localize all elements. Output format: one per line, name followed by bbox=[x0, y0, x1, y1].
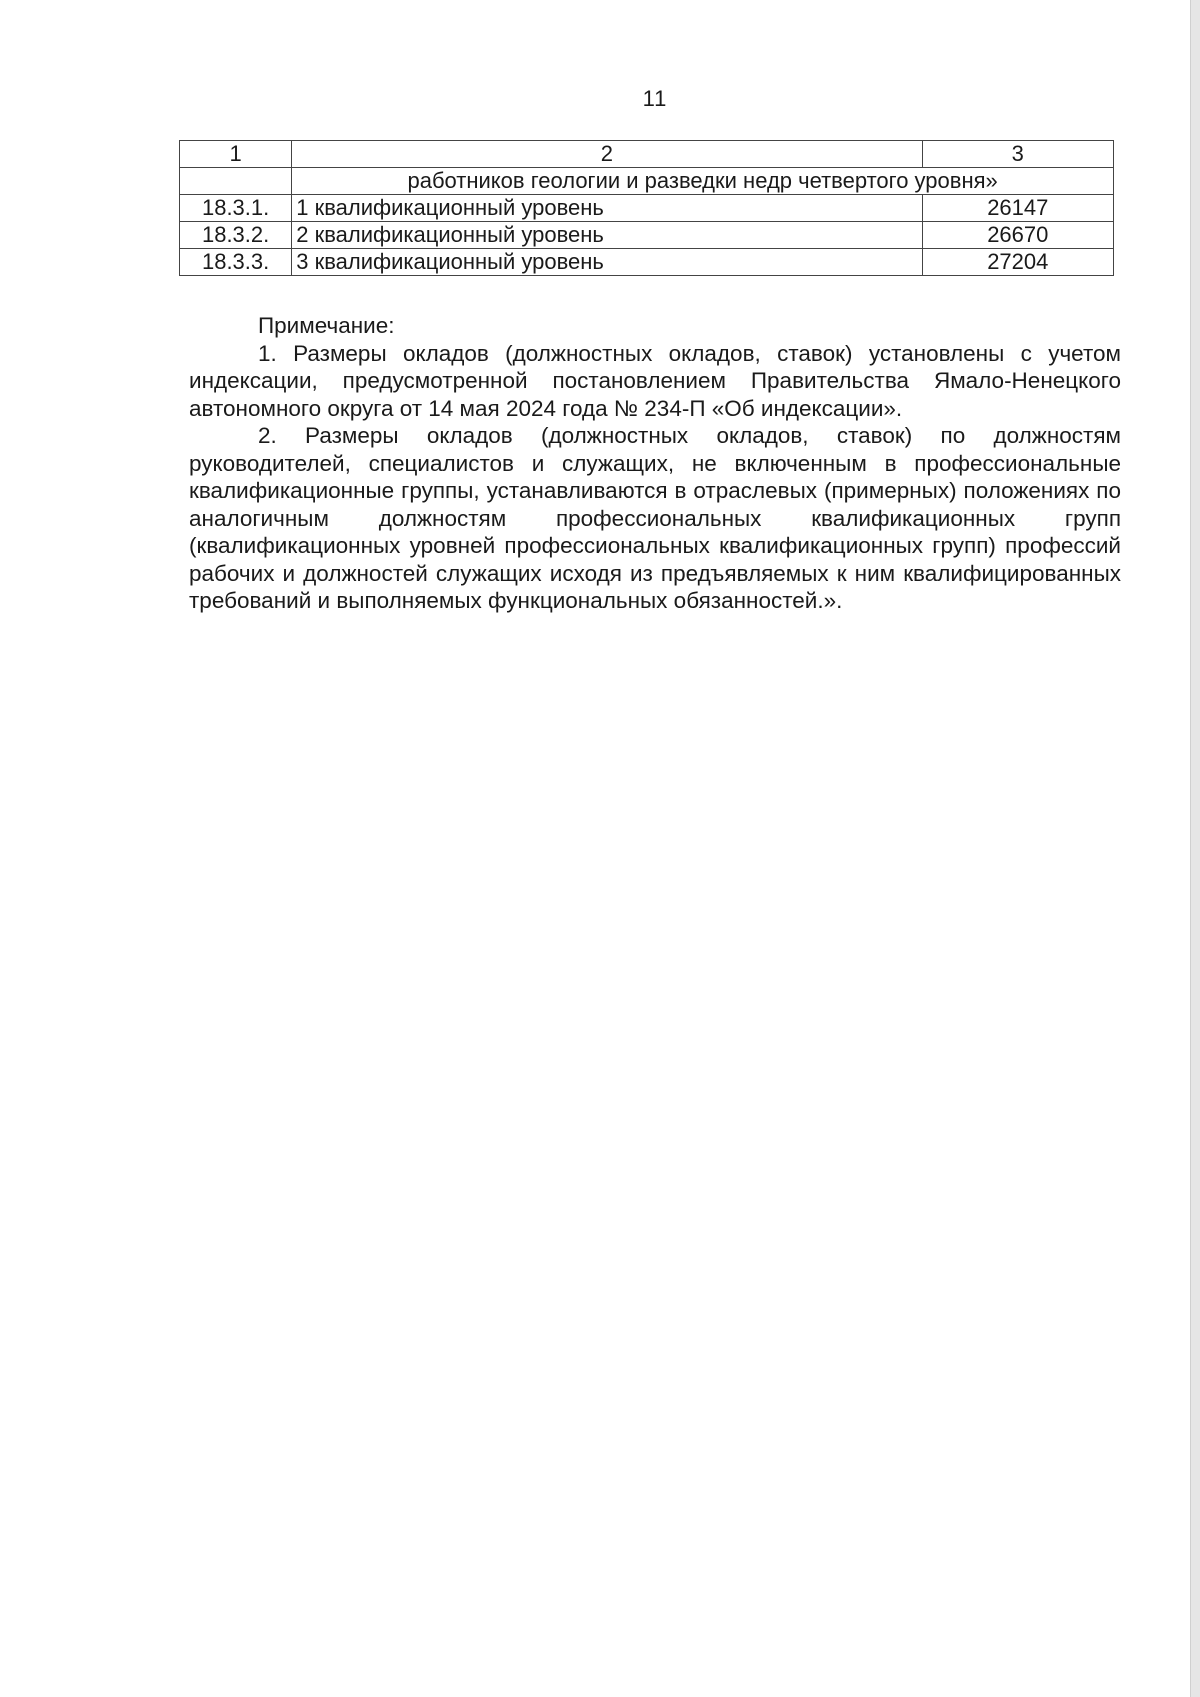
row-level: 3 квалификационный уровень bbox=[292, 249, 922, 276]
table-row bbox=[180, 222, 1114, 249]
table-row bbox=[180, 249, 1114, 276]
page-edge bbox=[1190, 0, 1200, 1697]
page-number: 11 bbox=[642, 86, 668, 111]
row-salary: 27204 bbox=[922, 249, 1113, 276]
row-code: 18.3.1. bbox=[180, 195, 292, 222]
note-item-1: 1. Размеры окладов (должностных окладов, ставок) установлены с учетом индексации, предусмотренной постановлением Правительства Ямало-Ненецкого автономного округа от 14 мая 2024 года № 234-П «Об индексации». bbox=[189, 340, 1121, 421]
row-code: 18.3.2. bbox=[180, 222, 292, 249]
header-cell-3: 3 bbox=[922, 141, 1113, 168]
row-salary: 26147 bbox=[922, 195, 1113, 222]
row-salary: 26670 bbox=[922, 222, 1113, 249]
group-empty-cell bbox=[180, 168, 292, 195]
table-row bbox=[180, 195, 1114, 222]
group-label: работников геологии и разведки недр четвертого уровня» bbox=[292, 168, 1114, 195]
row-code: 18.3.3. bbox=[180, 249, 292, 276]
table-header-row bbox=[180, 141, 1114, 168]
note-item-2: 2. Размеры окладов (должностных окладов, ставок) по должностям руководителей, специалистов и служащих, не включенным в профессиональные квалификационные группы, устанавливаются в отраслевых (примерных) положениях по аналогичным должностям профессиональных квалификационных групп (квалификационных уровней профессиональных квалификационных групп) профессий рабочих и должностей служащих исходя из предъявляемых к ним квалифицированных требований и выполняемых функциональных обязанностей.». bbox=[189, 423, 1121, 613]
salary-table bbox=[179, 140, 1114, 276]
row-level: 1 квалификационный уровень bbox=[292, 195, 922, 222]
header-cell-1: 1 bbox=[180, 141, 292, 168]
notes-section bbox=[189, 312, 1121, 615]
header-cell-2: 2 bbox=[292, 141, 922, 168]
table-group-row bbox=[180, 168, 1114, 195]
row-level: 2 квалификационный уровень bbox=[292, 222, 922, 249]
notes-heading: Примечание: bbox=[258, 313, 395, 338]
